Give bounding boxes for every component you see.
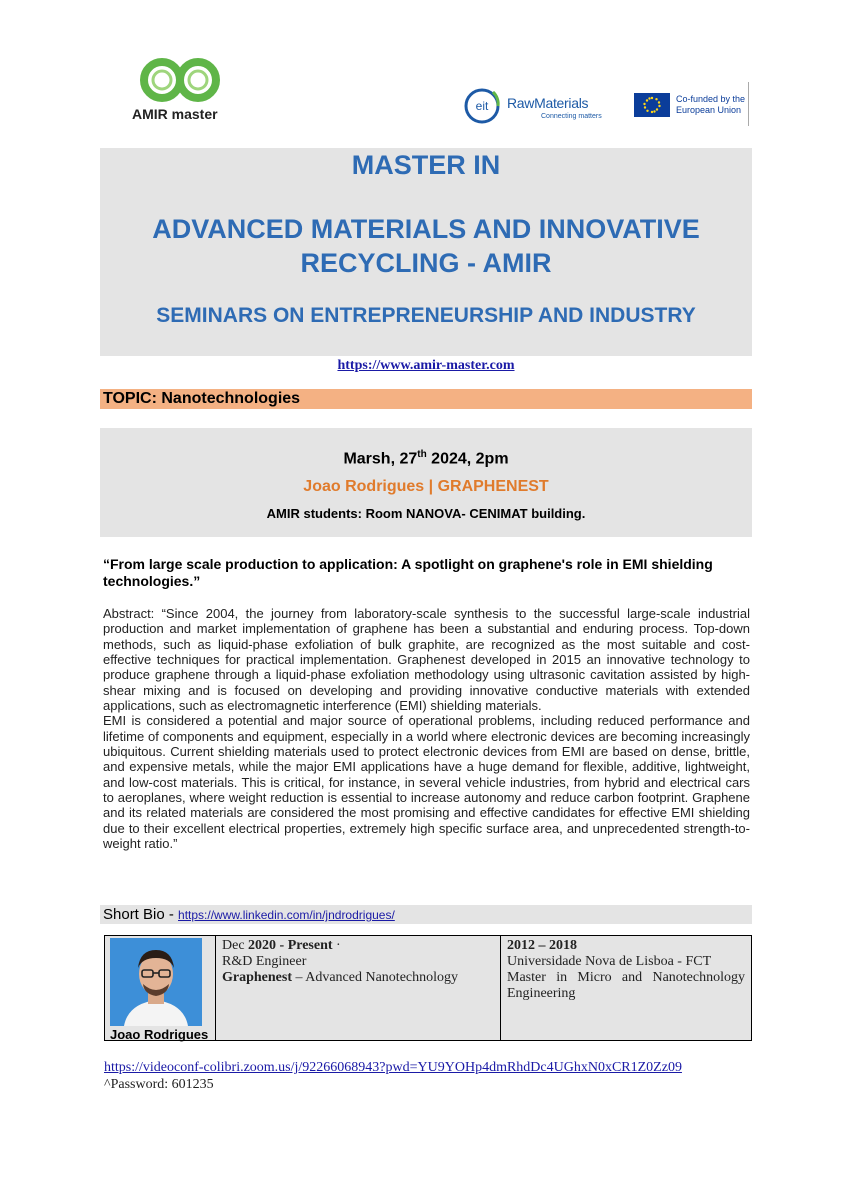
- title-line-3: SEMINARS ON ENTREPRENEURSHIP AND INDUSTRY: [156, 304, 696, 327]
- edu-degree: Master in Micro and Nanotechnology Engineering: [507, 970, 745, 1001]
- bio-job-text: [222, 938, 458, 986]
- abstract-paragraph-1: Abstract: “Since 2004, the journey from laboratory-scale synthesis to the successful large-scale industrial production and market implementation of graphene has been a substantial and enduring process. Top-down methods, such as liquid-phase exfoliation of bulk graphite, are recognized as the most suitable and cost-effective techniques for practical implementation. Graphenest developed in 2015 an innovative technology to produce graphene through a liquid-phase exfoliation methodology using ultrasonic cavitation assisted by high-shear mixing and is focused on developing and providing innovative conductive materials with extended applications, such as electromagnetic interference (EMI) shielding materials.: [103, 606, 750, 714]
- edu-school: Universidade Nova de Lisboa - FCT: [507, 954, 712, 969]
- job-company-bold: Graphenest: [222, 970, 292, 985]
- edu-period: [507, 938, 745, 954]
- job-role: R&D Engineer: [222, 954, 307, 969]
- bio-table: [104, 935, 752, 1041]
- amir-logo: [132, 58, 232, 124]
- svg-text:eit: eit: [475, 99, 489, 113]
- abstract-paragraph-2: EMI is considered a potential and major source of operational problems, including reduced performance and lifetime of components and equipment, especially in a world where electronic devices are becoming increasingly ubiquitous. Current shielding materials used to protect electronic devices from EMI are based on dense, brittle, and expensive metals, while the major EMI applications have a huge demand for flexible, additive, lightweight, and low-cost materials. This is critical, for instance, in several vehicle industries, from hybrid and electrical cars to aeroplanes, where weight reduction is essential to increase autonomy and reduce carbon footprint. Graphene and its related materials are considered the most promising and effective candidates for effective EMI shielding due to their excellent electrical properties, extremely high specific surface area, and unprecedented strength-to-weight ratio.”: [103, 713, 750, 852]
- topic-text: TOPIC: Nanotechnologies: [103, 390, 301, 407]
- eit-rawmaterials-logo: [463, 86, 603, 126]
- job-period-bold: 2020 - Present: [248, 938, 333, 953]
- website-link[interactable]: https://www.amir-master.com: [337, 358, 515, 373]
- eu-text-line1: Co-funded by the: [676, 94, 746, 104]
- job-period-prefix: Dec: [222, 938, 249, 953]
- event-date-prefix: Marsh, 27: [343, 450, 418, 468]
- bio-education-text: [507, 938, 745, 1002]
- eit-brand-text: RawMaterials: [507, 95, 589, 111]
- speaker-photo: [110, 938, 202, 1026]
- bio-photo-cell: [105, 936, 216, 1040]
- amir-logo-text: AMIR master: [132, 106, 218, 122]
- event-date: [100, 449, 752, 468]
- event-date-suffix: 2024, 2pm: [426, 450, 509, 468]
- eu-text-line2: European Union: [676, 105, 742, 115]
- title-line-2a: ADVANCED MATERIALS AND INNOVATIVE: [152, 214, 700, 244]
- job-period: [222, 938, 458, 954]
- amir-infinity-icon: [138, 58, 224, 104]
- job-period-suffix: ·: [332, 938, 341, 953]
- talk-title: “From large scale production to application: A spotlight on graphene's role in EMI shielding technologies.”: [103, 556, 713, 589]
- event-info-box: [100, 428, 752, 537]
- eu-divider: [748, 82, 749, 126]
- eit-tagline: Connecting matters: [541, 113, 602, 120]
- short-bio-label-text: Short Bio -: [103, 906, 179, 923]
- title-box: [100, 148, 752, 356]
- event-room: AMIR students: Room NANOVA- CENIMAT building.: [266, 506, 586, 521]
- job-company-rest: – Advanced Nanotechnology: [292, 970, 459, 985]
- bio-education-cell: [501, 936, 751, 1040]
- abstract: [103, 606, 750, 852]
- event-speaker: Joao Rodrigues | GRAPHENEST: [303, 478, 549, 495]
- eu-text: [676, 94, 745, 116]
- zoom-password: ^Password: 601235: [104, 1077, 214, 1092]
- eit-icon: [463, 86, 503, 126]
- linkedin-link[interactable]: https://www.linkedin.com/in/jndrodrigues/: [178, 908, 395, 922]
- title-line-2: [100, 212, 752, 280]
- eu-cofunded-logo: [634, 90, 752, 128]
- title-line-1: MASTER IN: [351, 150, 501, 180]
- eu-flag-icon: [634, 93, 670, 117]
- zoom-link[interactable]: https://videoconf-colibri.zoom.us/j/92266068943?pwd=YU9YOHp4dmRhdDc4UGhxN0xCR1Z0Zz09: [104, 1060, 682, 1075]
- event-date-sup: th: [417, 449, 427, 460]
- short-bio-label: [103, 906, 395, 923]
- speaker-name: Joao Rodrigues: [110, 1027, 209, 1042]
- bio-job-cell: [216, 936, 501, 1040]
- edu-period-bold: 2012 – 2018: [507, 938, 577, 953]
- title-line-2b: RECYCLING - AMIR: [300, 248, 552, 278]
- job-company: [222, 970, 458, 986]
- short-bio-bar: [100, 905, 752, 924]
- topic-bar: [100, 389, 752, 409]
